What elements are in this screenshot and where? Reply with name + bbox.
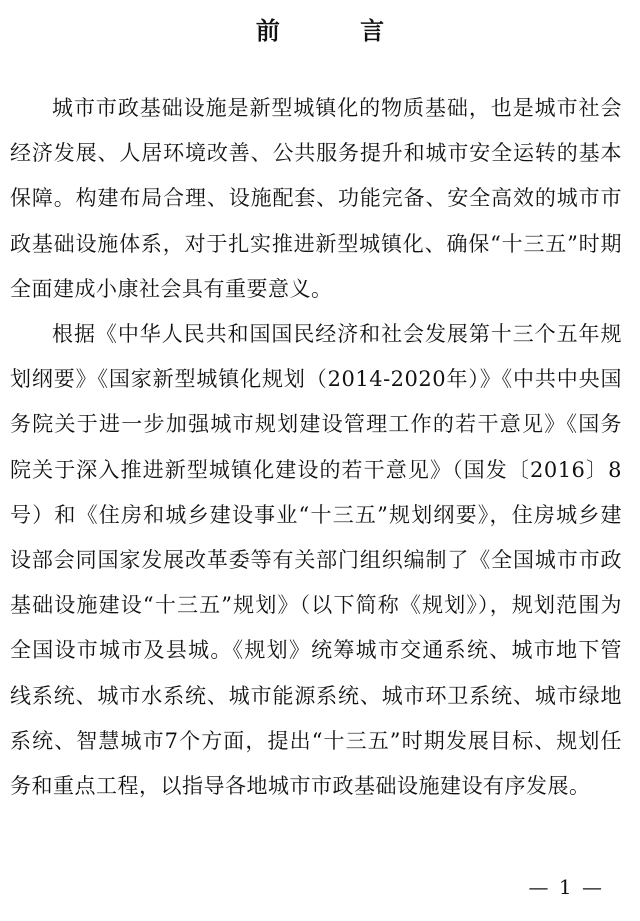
paragraph-basis: 根据《中华人民共和国国民经济和社会发展第十三个五年规划纲要》《国家新型城镇化规划（2014-2020年）》《中共中央国务院关于进一步加强城市规划建设管理工作的若干意见》《国务院关于深入推进新型城镇化建设的若干意见》（国发〔2016〕8号）和《住房和城乡建设事业“十三五”规划纲要》，住房城乡建设部会同国家发展改革委等有关部门组织编制了《全国城市市政基础设施建设“十三五”规划》（以下简称《规划》），规划范围为全国设市城市及县城。《规划》统筹城市交通系统、城市地下管线系统、城市水系统、城市能源系统、城市环卫系统、城市绿地系统、智慧城市7个方面，提出“十三五”时期发展目标、规划任务和重点工程，以指导各地城市市政基础设施建设有序发展。 <box>10 322 622 799</box>
page-number: — 1 — <box>528 875 604 899</box>
page-title: 前 言 <box>255 16 421 45</box>
paragraph-intro: 城市市政基础设施是新型城镇化的物质基础，也是城市社会经济发展、人居环境改善、公共服务提升和城市安全运转的基本保障。构建布局合理、设施配套、功能完备、安全高效的城市市政基础设施体系，对于扎实推进新型城镇化、确保“十三五”时期全面建成小康社会具有重要意义。 <box>10 96 622 301</box>
preface-body <box>10 86 622 809</box>
